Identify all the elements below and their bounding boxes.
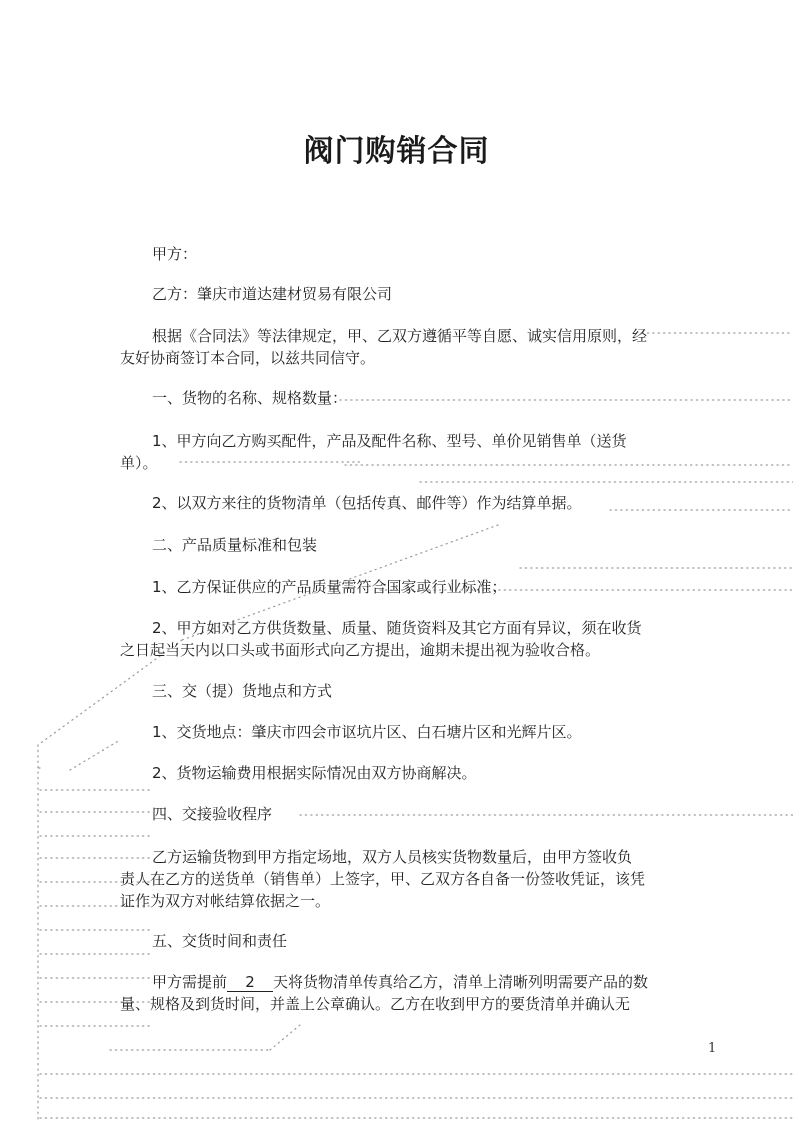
section2-item2-line1: 2、甲方如对乙方供货数量、质量、随货资料及其它方面有异议，须在收货 [152, 619, 642, 637]
section1-item1-line1: 1、甲方向乙方购买配件，产品及配件名称、型号、单价见销售单（送货 [152, 432, 627, 450]
preamble-line-2: 友好协商签订本合同，以兹共同信守。 [120, 349, 376, 367]
section2-item1: 1、乙方保证供应的产品质量需符合国家或行业标准； [152, 578, 507, 596]
section5-line1 [120, 972, 712, 992]
contract-title: 阀门购销合同 [303, 134, 490, 169]
party-b-line: 乙方：肇庆市道达建材贸易有限公司 [152, 285, 393, 303]
section3-item1: 1、交货地点：肇庆市四会市讴坑片区、白石塘片区和光辉片区。 [152, 723, 582, 741]
section1-item2: 2、以双方来往的货物清单（包括传真、邮件等）作为结算单据。 [152, 494, 582, 512]
section4-body-line2: 责人在乙方的送货单（销售单）上签字，甲、乙双方各自备一份签收凭证，该凭 [120, 870, 646, 888]
section4-heading: 四、交接验收程序 [152, 805, 273, 823]
section2-item2-line2: 之日起当天内以口头或书面形式向乙方提出，逾期未提出视为验收合格。 [120, 641, 601, 659]
section5-line1-prefix: 甲方需提前 [152, 973, 228, 991]
section4-body-line3: 证作为双方对帐结算依据之一。 [120, 892, 331, 910]
page-number: 1 [708, 1041, 717, 1056]
section5-heading: 五、交货时间和责任 [152, 932, 288, 950]
section1-item1-line2: 单）。 [120, 454, 158, 472]
party-a-line: 甲方： [152, 245, 198, 263]
section2-heading: 二、产品质量标准和包装 [152, 536, 318, 554]
section5-line1-suffix: 天将货物清单传真给乙方，清单上清晰列明需要产品的数 [273, 973, 649, 991]
section5-line2: 量、规格及到货时间，并盖上公章确认。乙方在收到甲方的要货清单并确认无 [120, 995, 631, 1013]
delivery-days-blank: 2 [227, 973, 273, 992]
section3-item2: 2、货物运输费用根据实际情况由双方协商解决。 [152, 764, 477, 782]
section4-body-line1: 乙方运输货物到甲方指定场地，双方人员核实货物数量后，由甲方签收负 [152, 848, 633, 866]
section3-heading: 三、交（提）货地点和方式 [152, 682, 333, 700]
section1-heading: 一、货物的名称、规格数量： [152, 389, 348, 407]
preamble-line-1: 根据《合同法》等法律规定，甲、乙双方遵循平等自愿、诚实信用原则，经 [152, 327, 648, 345]
